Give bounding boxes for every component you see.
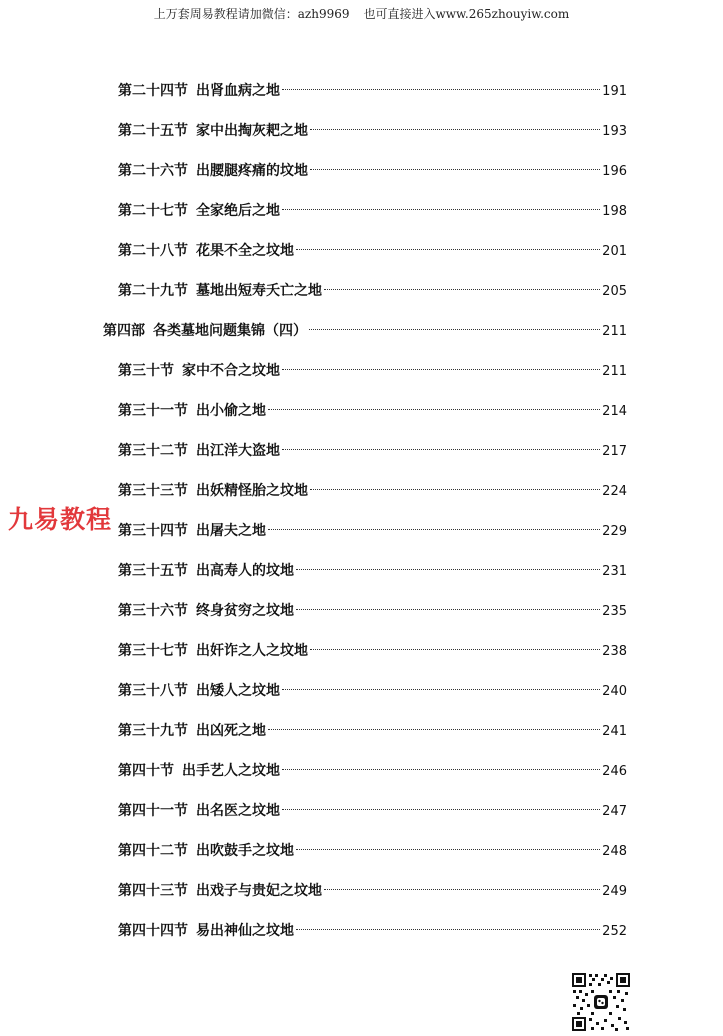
toc-entry-number: 第二十七节 — [118, 203, 188, 219]
toc-entry-label — [118, 240, 294, 260]
toc-entry-label — [118, 120, 308, 140]
toc-entry-title: 出戏子与贵妃之坟地 — [196, 883, 322, 899]
toc-entry-number: 第四十节 — [118, 763, 174, 779]
toc-entry-title: 易出神仙之坟地 — [196, 923, 294, 939]
dot-leader — [268, 409, 600, 410]
toc-entry-title: 出屠夫之地 — [196, 523, 266, 539]
toc-entry-page-number: 217 — [602, 444, 627, 459]
toc-entry-page-number: 198 — [602, 204, 627, 219]
toc-entry-page-number: 214 — [602, 404, 627, 419]
toc-entry-label — [118, 520, 266, 540]
toc-entry-page-number: 224 — [602, 484, 627, 499]
toc-entry — [118, 560, 627, 586]
toc-entry-page-number: 248 — [602, 844, 627, 859]
toc-entry-title: 家中出掏灰耙之地 — [196, 123, 308, 139]
toc-entry-title: 全家绝后之地 — [196, 203, 280, 219]
toc-entry — [118, 160, 627, 186]
toc-entry-number: 第四十二节 — [118, 843, 188, 859]
toc-entry-label — [118, 480, 308, 500]
toc-entry-number: 第四十四节 — [118, 923, 188, 939]
toc-entry-page-number: 252 — [602, 924, 627, 939]
toc-entry-label — [118, 280, 322, 300]
dot-leader — [268, 529, 600, 530]
toc-entry-number: 第二十九节 — [118, 283, 188, 299]
toc-entry-number: 第二十四节 — [118, 83, 188, 99]
toc-entry-title: 出江洋大盗地 — [196, 443, 280, 459]
toc-entry-number: 第二十五节 — [118, 123, 188, 139]
toc-entry-label — [118, 920, 294, 940]
toc-entry-label — [118, 160, 308, 180]
dot-leader — [310, 489, 600, 490]
toc-entry-page-number: 201 — [602, 244, 627, 259]
dot-leader — [282, 769, 600, 770]
toc-entry-page-number: 191 — [602, 84, 627, 99]
dot-leader — [296, 249, 600, 250]
toc-entry — [118, 640, 627, 666]
dot-leader — [282, 369, 600, 370]
toc-entry-page-number: 247 — [602, 804, 627, 819]
toc-entry — [118, 80, 627, 106]
toc-entry-label — [118, 560, 294, 580]
toc-entry-label — [118, 600, 294, 620]
dot-leader — [310, 129, 600, 130]
toc-entry-page-number: 249 — [602, 884, 627, 899]
dot-leader — [282, 809, 600, 810]
dot-leader — [296, 609, 600, 610]
toc-entry-page-number: 235 — [602, 604, 627, 619]
toc-entry-number: 第三十五节 — [118, 563, 188, 579]
toc-entry — [118, 600, 627, 626]
toc-entry-title: 墓地出短寿夭亡之地 — [196, 283, 322, 299]
dot-leader — [324, 889, 600, 890]
toc-entry — [118, 520, 627, 546]
toc-entry-number: 第三十三节 — [118, 483, 188, 499]
toc-entry-number: 第三十九节 — [118, 723, 188, 739]
dot-leader — [324, 289, 600, 290]
toc-entry — [118, 240, 627, 266]
toc-entry-title: 出手艺人之坟地 — [182, 763, 280, 779]
watermark-logo: 九易教程 — [8, 505, 113, 534]
dot-leader — [282, 89, 600, 90]
toc-entry — [118, 400, 627, 426]
toc-entry-page-number: 205 — [602, 284, 627, 299]
toc-entry-number: 第四十三节 — [118, 883, 188, 899]
toc-entry-title: 出吹鼓手之坟地 — [196, 843, 294, 859]
dot-leader — [296, 569, 600, 570]
toc-entry-number: 第四十一节 — [118, 803, 188, 819]
toc-entry-title: 家中不合之坟地 — [182, 363, 280, 379]
toc-entry-page-number: 241 — [602, 724, 627, 739]
toc-entry-number: 第三十八节 — [118, 683, 188, 699]
toc-entry-label — [118, 680, 280, 700]
toc-entry-label — [118, 880, 322, 900]
toc-entry — [118, 680, 627, 706]
toc-entry — [118, 440, 627, 466]
toc-entry — [118, 200, 627, 226]
toc-entry — [118, 360, 627, 386]
toc-entry-number: 第二十六节 — [118, 163, 188, 179]
toc-entry-number: 第四部 — [103, 323, 145, 339]
page-header — [0, 5, 723, 22]
toc-entry-label — [103, 320, 307, 340]
toc-entry-page-number: 211 — [602, 364, 627, 379]
toc-entry-title: 出奸诈之人之坟地 — [196, 643, 308, 659]
toc-entry — [118, 720, 627, 746]
dot-leader — [282, 689, 600, 690]
toc-entry-page-number: 238 — [602, 644, 627, 659]
dot-leader — [296, 849, 600, 850]
toc-entry-title: 花果不全之坟地 — [196, 243, 294, 259]
toc-entry-number: 第二十八节 — [118, 243, 188, 259]
header-text: 上万套周易教程请加微信：azh9969 — [153, 7, 350, 21]
toc-entry — [118, 840, 627, 866]
toc-entry — [118, 760, 627, 786]
dot-leader — [310, 649, 600, 650]
toc-entry-title: 出腰腿疼痛的坟地 — [196, 163, 308, 179]
toc-entry-label — [118, 840, 294, 860]
toc-entry — [118, 800, 627, 826]
toc-entry-number: 第三十六节 — [118, 603, 188, 619]
toc-entry-title: 出肾血病之地 — [196, 83, 280, 99]
toc-entry-label — [118, 760, 280, 780]
toc-entry — [118, 120, 627, 146]
toc-entry-title: 出名医之坟地 — [196, 803, 280, 819]
toc-entry-page-number: 246 — [602, 764, 627, 779]
toc-entry-number: 第三十四节 — [118, 523, 188, 539]
toc-entry-title: 出凶死之地 — [196, 723, 266, 739]
toc-entry — [118, 880, 627, 906]
toc-entry-number: 第三十一节 — [118, 403, 188, 419]
qr-code-icon — [571, 972, 631, 1032]
toc-entry-number: 第三十节 — [118, 363, 174, 379]
toc-entry-title: 各类墓地问题集锦（四） — [153, 323, 307, 339]
toc-entry-page-number: 240 — [602, 684, 627, 699]
header-url-text: 也可直接进入www.265zhouyiw.com — [363, 7, 570, 21]
toc-entry-title: 出妖精怪胎之坟地 — [196, 483, 308, 499]
toc-entry-label — [118, 80, 280, 100]
toc-entry-label — [118, 440, 280, 460]
toc-entry-label — [118, 200, 280, 220]
toc-entry-title: 出小偷之地 — [196, 403, 266, 419]
toc-entry-page-number: 196 — [602, 164, 627, 179]
toc-entry — [118, 920, 627, 946]
dot-leader — [310, 169, 600, 170]
toc-entry-number: 第三十二节 — [118, 443, 188, 459]
dot-leader — [296, 929, 600, 930]
toc-entry — [118, 280, 627, 306]
toc-part-entry — [103, 320, 627, 346]
toc-entry-title: 出矮人之坟地 — [196, 683, 280, 699]
toc-entry-label — [118, 720, 266, 740]
toc-entry-page-number: 229 — [602, 524, 627, 539]
dot-leader — [268, 729, 600, 730]
toc-entry-page-number: 211 — [602, 324, 627, 339]
dot-leader — [282, 449, 600, 450]
dot-leader — [282, 209, 600, 210]
toc-entry-title: 出高寿人的坟地 — [196, 563, 294, 579]
toc-entry-title: 终身贫穷之坟地 — [196, 603, 294, 619]
toc-entry-number: 第三十七节 — [118, 643, 188, 659]
toc-entry-page-number: 231 — [602, 564, 627, 579]
toc-entry-page-number: 193 — [602, 124, 627, 139]
toc-entry-label — [118, 400, 266, 420]
toc-entry — [118, 480, 627, 506]
toc-entry-label — [118, 640, 308, 660]
toc-entry-label — [118, 360, 280, 380]
toc-entry-label — [118, 800, 280, 820]
dot-leader — [309, 329, 600, 330]
